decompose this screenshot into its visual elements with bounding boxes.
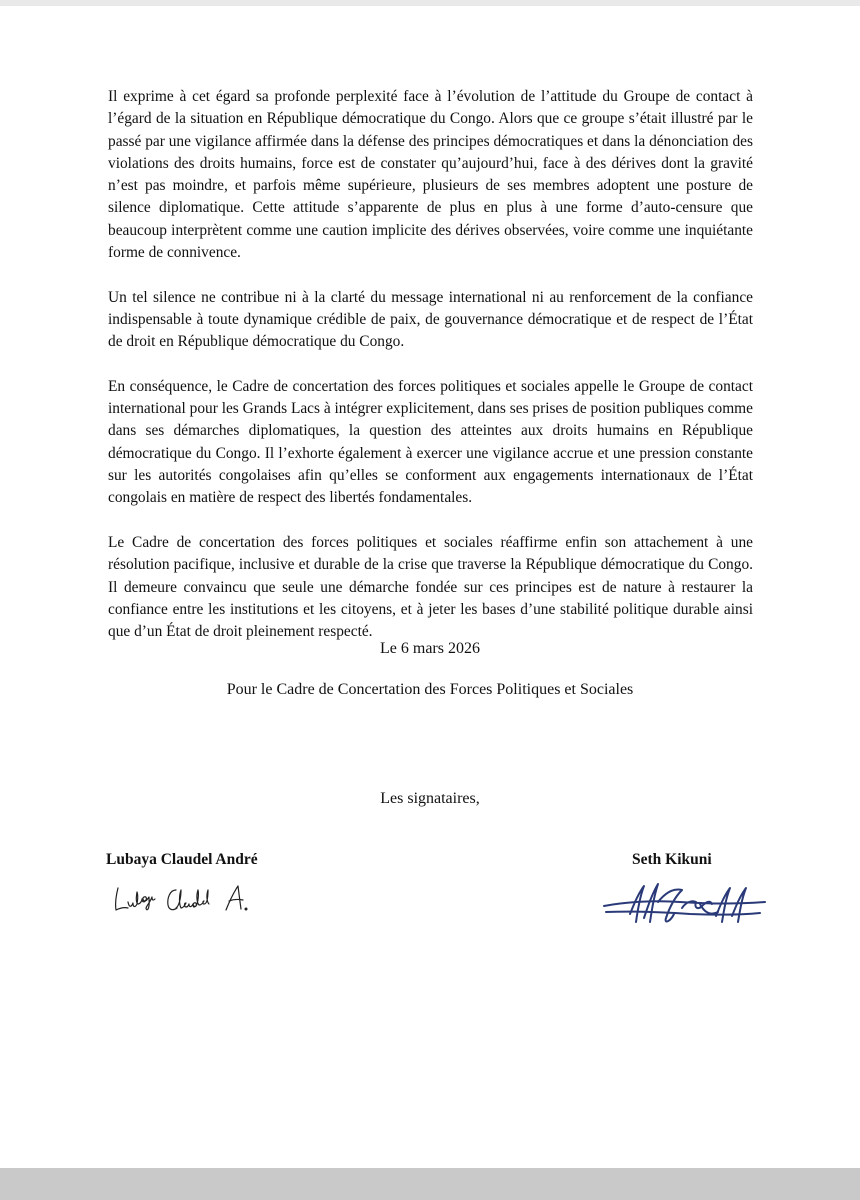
signatories-label: Les signataires, — [380, 790, 480, 807]
signer-name-left: Lubaya Claudel André — [106, 851, 258, 868]
paragraph: En conséquence, le Cadre de concertation des forces politiques et sociales appelle le Groupe de contact international pour les Grands Lacs à intégrer explicitement, dans ses prises de position publiques comme dans ses démarches diplomatiques, la question des atteintes aux droits humains en République démocratique du Congo. Il l’exhorte également à exercer une vigilance accrue et une pression constante sur les autorités congolaises afin qu’elles se conforment aux engagements internationaux de l’État congolais en matière de respect des libertés fondamentales. — [108, 377, 753, 507]
document-body — [108, 86, 753, 666]
handwritten-signature-left — [110, 878, 260, 920]
signer-name-right: Seth Kikuni — [632, 851, 712, 868]
handwritten-signature-right — [600, 878, 770, 930]
signature-left — [110, 878, 260, 925]
paragraph: Un tel silence ne contribue ni à la clarté du message international ni au renforcement de la confiance indispensable à toute dynamique crédible de paix, de gouvernance démocratique et de respect de l’État de droit en République démocratique du Congo. — [108, 288, 753, 351]
viewer-bottom-bar — [0, 1168, 860, 1200]
organization-line: Pour le Cadre de Concertation des Forces Politiques et Sociales — [226, 681, 634, 698]
signature-right — [600, 878, 770, 935]
paragraph: Le Cadre de concertation des forces politiques et sociales réaffirme enfin son attachement à une résolution pacifique, inclusive et durable de la crise que traverse la République démocratique du Congo. Il demeure convaincu que seule une démarche fondée sur ces principes est de nature à restaurer la confiance entre les institutions et les citoyens, et à jeter les bases d’une stabilité politique durable ainsi que d’un État de droit pleinement respecté. — [108, 533, 753, 641]
paragraph: Il exprime à cet égard sa profonde perplexité face à l’évolution de l’attitude du Groupe de contact à l’égard de la situation en République démocratique du Congo. Alors que ce groupe s’était illustré par le passé par une vigilance affirmée dans la défense des principes démocratiques et dans la dénonciation des violations des droits humains, force est de constater qu’aujourd’hui, face à des dérives dont la gravité n’est pas moindre, et parfois même supérieure, plusieurs de ses membres adoptent une posture de silence diplomatique. Cette attitude s’apparente de plus en plus à une forme d’auto-censure que beaucoup interprètent comme une caution implicite des dérives observées, voire comme une inquiétante forme de connivence. — [108, 88, 753, 262]
document-date: Le 6 mars 2026 — [380, 640, 480, 657]
